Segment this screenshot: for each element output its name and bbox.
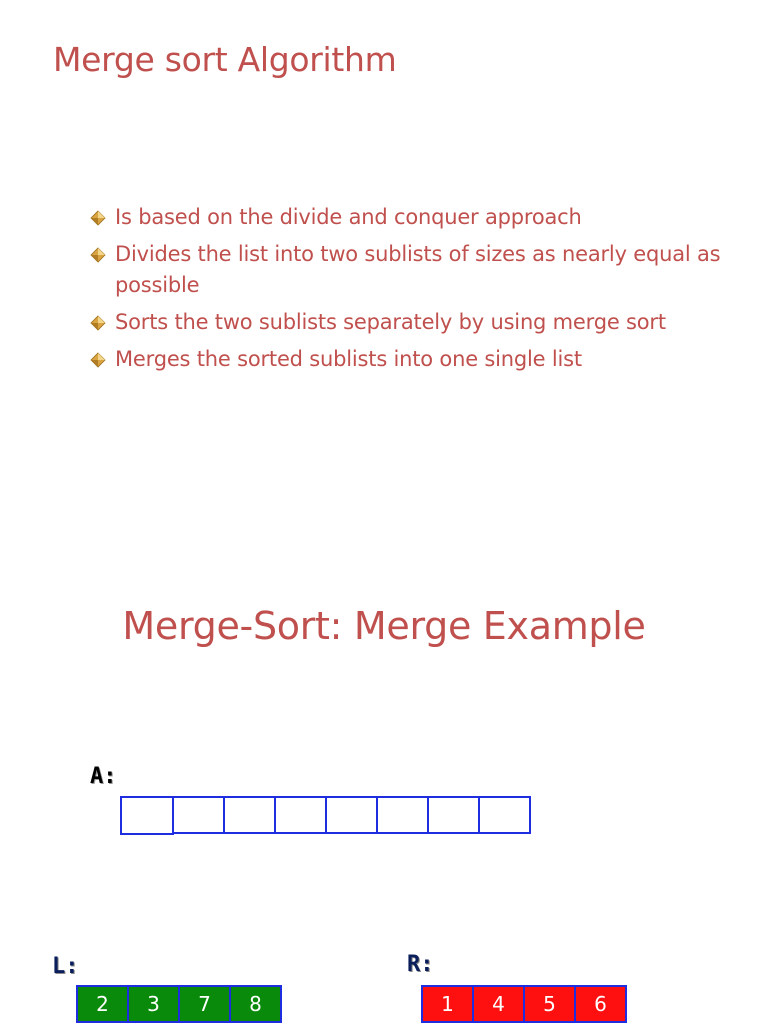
list-item xyxy=(88,307,728,338)
list-item xyxy=(88,344,728,375)
array-l-cell: 8 xyxy=(229,985,282,1023)
array-a-cell xyxy=(223,796,276,834)
array-a-cell xyxy=(120,796,174,835)
diamond-bullet-icon xyxy=(90,210,106,226)
list-item-text: Sorts the two sublists separately by using merge sort xyxy=(115,310,666,334)
array-l xyxy=(76,985,280,1023)
diamond-bullet-icon xyxy=(90,352,106,368)
array-r-cell: 4 xyxy=(472,985,525,1023)
array-a-cell xyxy=(274,796,327,834)
array-l-label: L: xyxy=(52,954,79,979)
array-r-cell: 1 xyxy=(421,985,474,1023)
list-item xyxy=(88,202,728,233)
list-item xyxy=(88,239,728,301)
array-r xyxy=(421,985,625,1023)
array-r-cell: 6 xyxy=(574,985,627,1023)
array-a xyxy=(120,796,529,835)
list-item-text: Merges the sorted sublists into one single list xyxy=(115,347,582,371)
array-a-cell xyxy=(172,796,225,834)
diamond-bullet-icon xyxy=(90,247,106,263)
array-l-cell: 3 xyxy=(127,985,180,1023)
array-r-label: R: xyxy=(407,952,434,977)
list-item-text: Is based on the divide and conquer approach xyxy=(115,205,582,229)
diamond-bullet-icon xyxy=(90,315,106,331)
array-a-label: A: xyxy=(90,764,117,789)
list-item-text: Divides the list into two sublists of sizes as nearly equal as possible xyxy=(115,242,721,297)
array-a-cell xyxy=(376,796,429,834)
array-a-cell xyxy=(325,796,378,834)
array-a-cell xyxy=(478,796,531,834)
array-l-cell: 7 xyxy=(178,985,231,1023)
section-heading: Merge-Sort: Merge Example xyxy=(122,604,646,648)
array-a-cell xyxy=(427,796,480,834)
page-title: Merge sort Algorithm xyxy=(53,40,397,79)
array-l-cell: 2 xyxy=(76,985,129,1023)
array-r-cell: 5 xyxy=(523,985,576,1023)
bullet-list xyxy=(88,202,728,381)
